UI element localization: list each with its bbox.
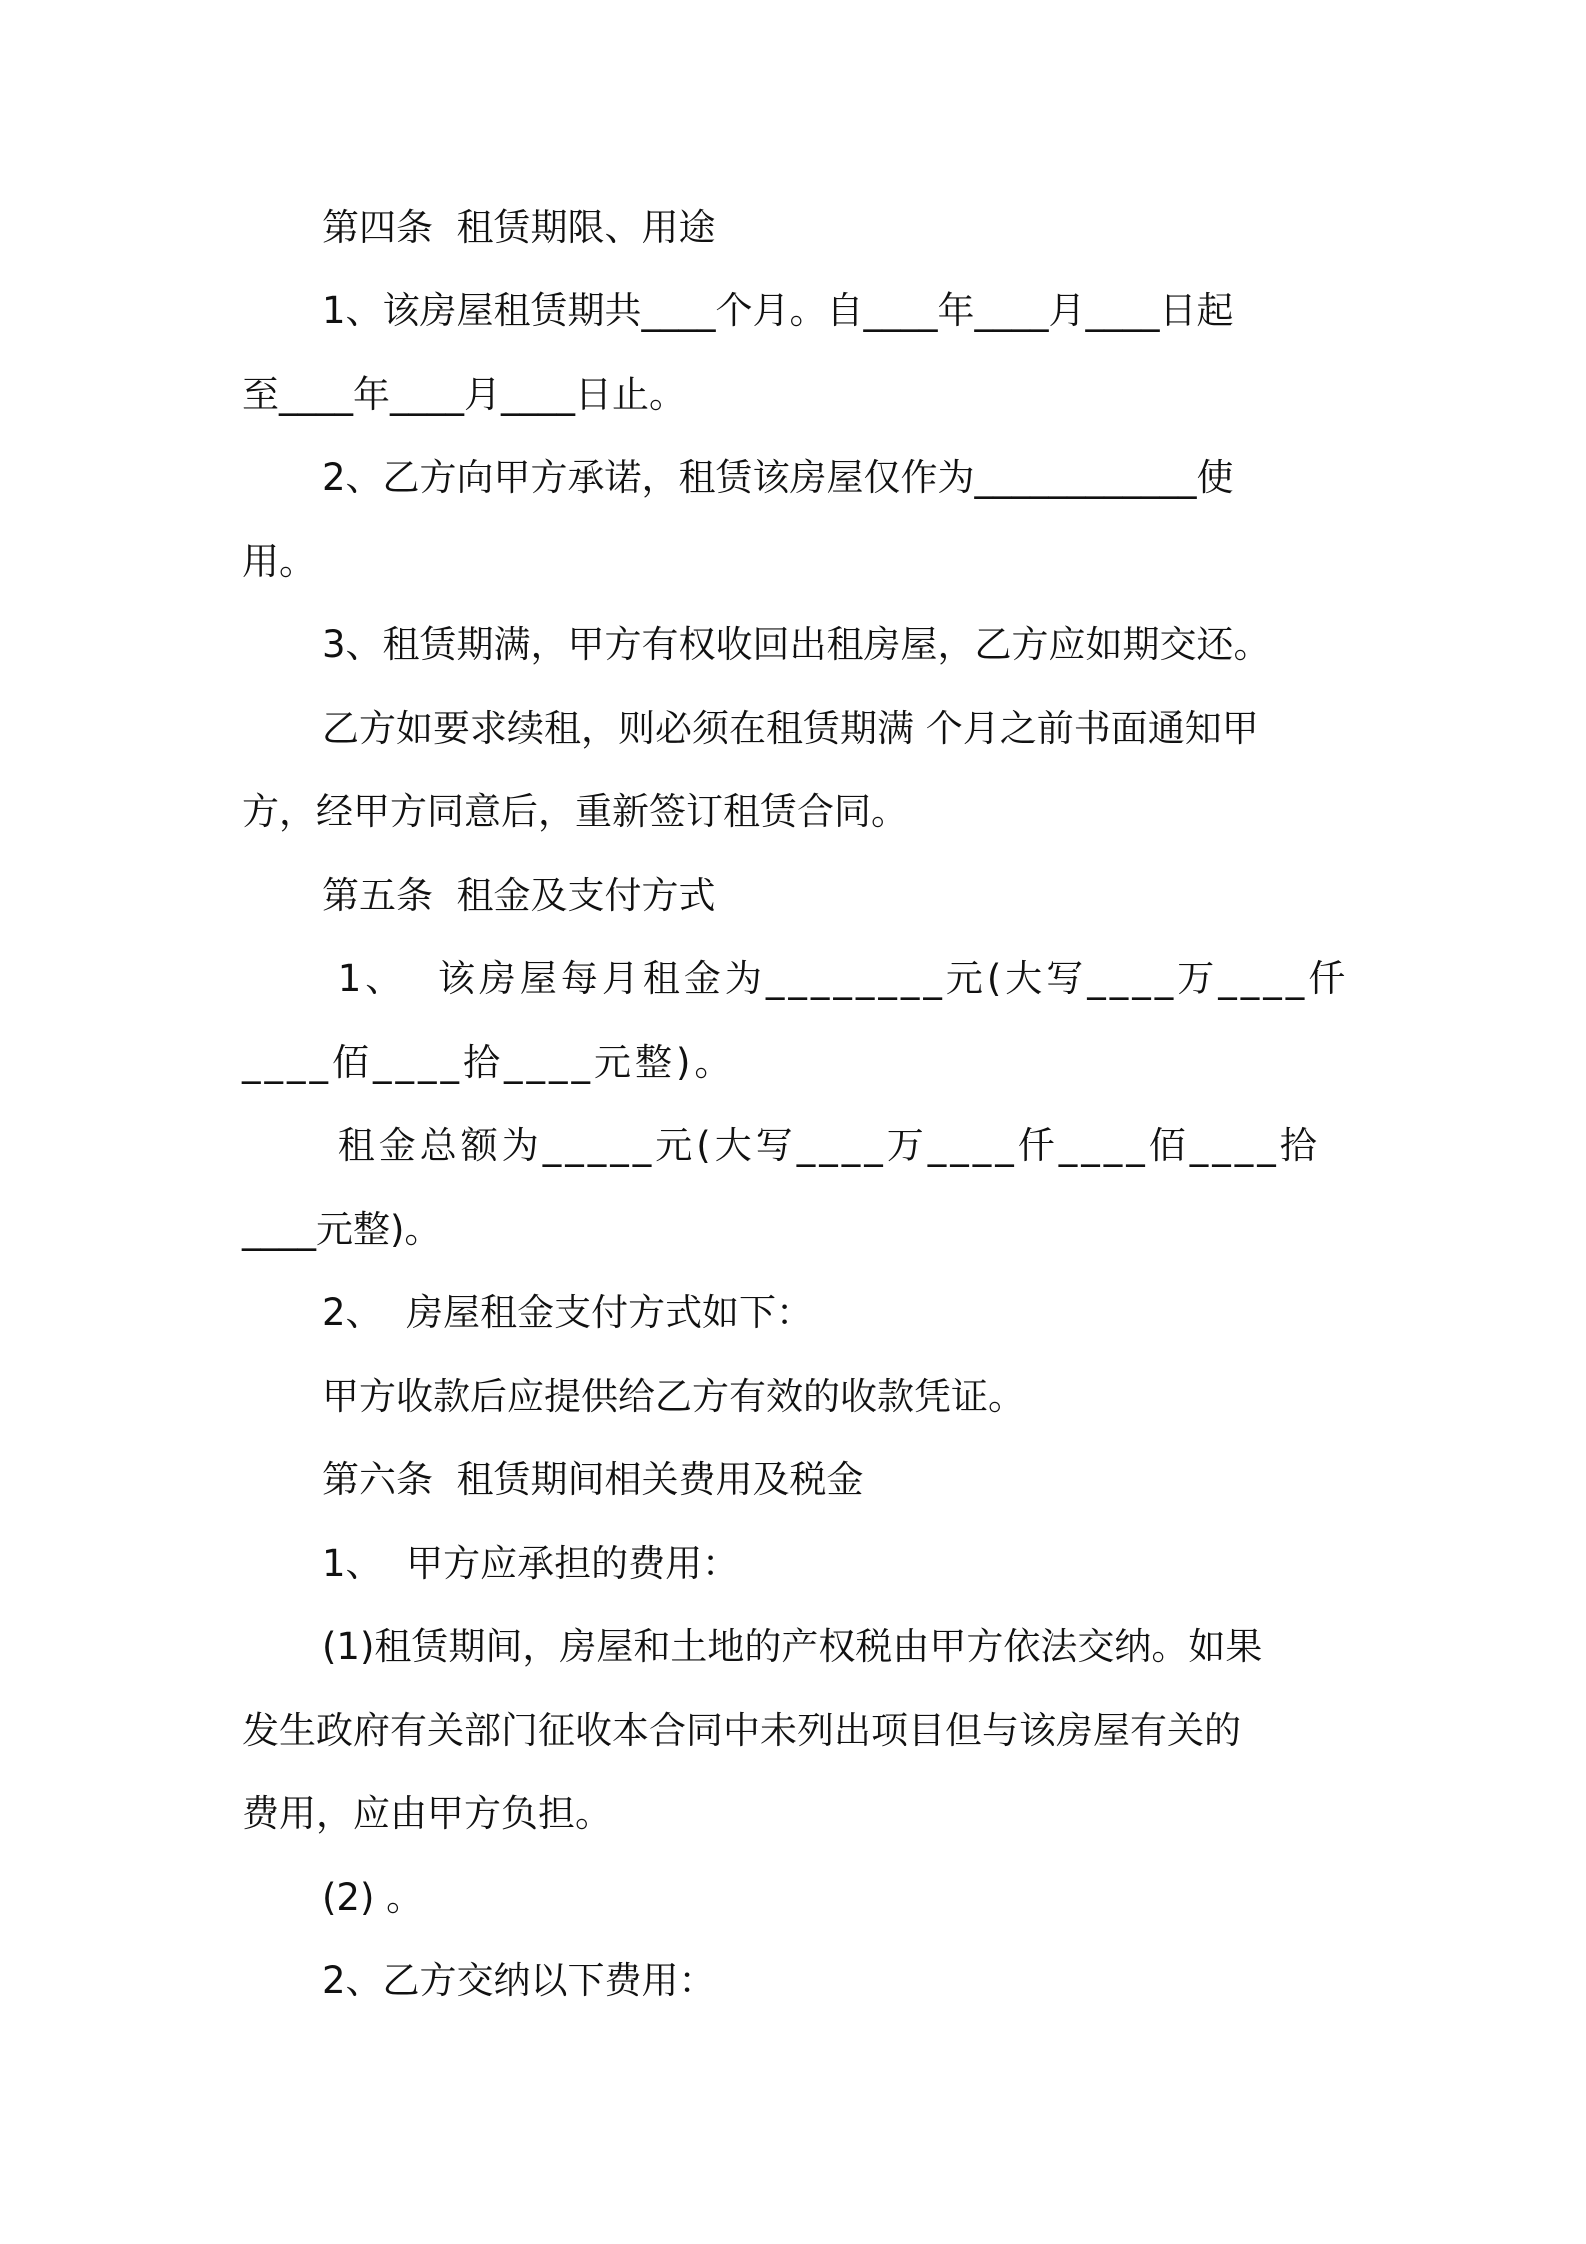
article-5-total-line-2: ____元整)。 — [242, 1208, 442, 1251]
article-4-clause-3-line-1: 3、租赁期满，甲方有权收回出租房屋，乙方应如期交还。 — [322, 623, 1271, 666]
article-4-clause-1-line-2: 至____年____月____日止。 — [242, 373, 686, 416]
article-5-clause-2: 2、 房屋租金支付方式如下： — [322, 1291, 814, 1334]
article-5-total-line-1: 租金总额为_____元(大写____万____仟____佰____拾 — [322, 1124, 1321, 1167]
article-4-clause-2-line-1: 2、乙方向甲方承诺，租赁该房屋仅作为____________使 — [322, 456, 1234, 499]
article-5-heading: 第五条 租金及支付方式 — [322, 874, 716, 917]
article-5-clause-1-line-2: ____佰____拾____元整)。 — [242, 1041, 736, 1084]
article-4-clause-3-line-3: 方，经甲方同意后，重新签订租赁合同。 — [242, 790, 908, 833]
article-6-clause-2: 2、乙方交纳以下费用： — [322, 1959, 716, 2002]
article-4-clause-1-line-1: 1、该房屋租赁期共____个月。自____年____月____日起 — [322, 289, 1234, 332]
article-5-receipt: 甲方收款后应提供给乙方有效的收款凭证。 — [322, 1375, 1025, 1418]
article-4-clause-2-line-2: 用。 — [242, 540, 316, 583]
article-6-heading: 第六条 租赁期间相关费用及税金 — [322, 1458, 864, 1501]
article-6-item-1-line-2: 发生政府有关部门征收本合同中未列出项目但与该房屋有关的 — [242, 1709, 1241, 1752]
article-4-heading: 第四条 租赁期限、用途 — [322, 206, 716, 249]
article-4-clause-3-line-2: 乙方如要求续租，则必须在租赁期满 个月之前书面通知甲 — [322, 707, 1259, 750]
article-6-clause-1: 1、 甲方应承担的费用： — [322, 1542, 740, 1585]
article-6-item-1-line-1: (1)租赁期间，房屋和土地的产权税由甲方依法交纳。如果 — [322, 1625, 1263, 1668]
article-5-clause-1-line-1: 1、 该房屋每月租金为________元(大写____万____仟 — [322, 957, 1350, 1000]
article-6-item-1-line-3: 费用，应由甲方负担。 — [242, 1792, 612, 1835]
article-6-item-2: (2) 。 — [322, 1876, 424, 1919]
